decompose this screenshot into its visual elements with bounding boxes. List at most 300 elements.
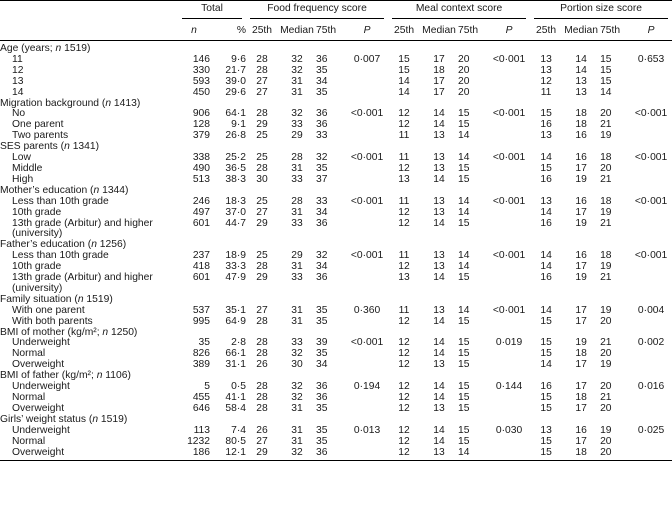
table-cell: 25·2 [225, 152, 246, 164]
table-cell: 17 [575, 435, 587, 447]
table-cell [488, 164, 530, 175]
table-cell: 29 [256, 272, 268, 284]
table-cell: 14 [458, 250, 470, 262]
table-cell: <0·001 [350, 195, 384, 207]
table-cell: 20 [458, 64, 470, 76]
table-cell: 26 [256, 359, 268, 371]
table-cell: 38·3 [225, 173, 246, 185]
table-cell: 14 [540, 359, 552, 371]
table-cell: 64·9 [225, 315, 246, 327]
table-row [0, 306, 672, 317]
table-cell: 15 [458, 359, 470, 371]
table-cell: 14 [433, 381, 445, 393]
table-cell: 12 [398, 261, 410, 273]
table-cell: 32 [291, 392, 303, 403]
table-cell: 33 [316, 195, 328, 207]
table-cell: 29·6 [225, 86, 246, 98]
table-cell: 15 [540, 337, 552, 349]
table-cell: 15 [458, 162, 470, 174]
table-cell: 31 [291, 261, 303, 273]
table-group-row [0, 415, 672, 426]
table-cell: 19 [600, 424, 612, 436]
table-cell: 36 [316, 53, 328, 65]
table-cell [346, 131, 388, 142]
row-label: Normal [12, 435, 46, 447]
table-row [0, 153, 672, 164]
table-cell: 12 [398, 348, 410, 360]
table-cell: 9·6 [231, 53, 246, 65]
table-cell: 32 [291, 348, 303, 360]
table-cell [488, 131, 530, 142]
table-cell: 15 [458, 119, 470, 131]
table-cell: 17 [575, 381, 587, 393]
table-cell: 37 [316, 173, 328, 185]
row-label: Normal [12, 392, 46, 403]
table-cell [488, 66, 530, 77]
table-cell: 537 [192, 304, 210, 316]
table-cell: 20 [458, 86, 470, 98]
table-cell: 20 [600, 315, 612, 327]
table-row [0, 251, 672, 262]
table-cell: <0·001 [492, 108, 526, 120]
table-cell: 20 [600, 448, 630, 461]
group-label: SES parents (n 1341) [0, 141, 100, 153]
table-row [0, 88, 672, 99]
table-cell: 36 [316, 108, 328, 120]
table-cell [630, 219, 672, 241]
header-blank-sub [0, 22, 178, 41]
table-cell: 14 [433, 435, 445, 447]
table-cell: 17 [433, 53, 445, 65]
table-cell: 25 [256, 250, 268, 262]
table-cell: 13 [433, 261, 445, 273]
table-cell [488, 360, 530, 371]
table-cell: 32 [278, 448, 316, 461]
table-cell: 20 [600, 108, 612, 120]
table-cell: 15 [600, 75, 612, 87]
table-cell [488, 262, 530, 273]
table-cell: 36 [316, 381, 328, 393]
table-cell [630, 208, 672, 219]
table-cell: 66·1 [225, 348, 246, 360]
table-cell: 14 [433, 119, 445, 131]
table-cell: 14 [540, 152, 552, 164]
table-cell: 14 [458, 130, 470, 142]
table-cell: 34 [316, 359, 328, 371]
table-cell: 15 [458, 435, 470, 447]
table-cell: 14 [398, 75, 410, 87]
table-cell [630, 437, 672, 448]
table-cell: 11 [398, 304, 410, 316]
table-cell: 12 [398, 402, 410, 414]
table-cell: 27 [256, 304, 268, 316]
table-cell [488, 448, 530, 461]
table-row [0, 426, 672, 437]
table-cell: 995 [192, 315, 210, 327]
table-row [0, 55, 672, 66]
table-cell: 32 [316, 250, 328, 262]
table-cell: 0·653 [637, 53, 665, 65]
table-row [0, 208, 672, 219]
row-label: 12 [12, 64, 24, 76]
table-cell: 17 [433, 86, 445, 98]
col-header-ps-median: Median [562, 22, 600, 41]
table-cell: 490 [192, 162, 210, 174]
table-cell: 13 [540, 130, 552, 142]
table-cell: 17 [575, 304, 587, 316]
table-cell: 35 [316, 315, 328, 327]
table-cell: 379 [192, 130, 210, 142]
table-cell: 13 [398, 173, 410, 185]
table-cell: 34 [316, 75, 328, 87]
header-group-row [0, 1, 672, 23]
table-group-row [0, 41, 672, 55]
table-cell: 19 [600, 261, 612, 273]
table-cell: 13 [433, 304, 445, 316]
table-cell: 14 [433, 392, 445, 403]
table-cell: 12 [398, 315, 410, 327]
row-label: Less than 10th grade [12, 195, 109, 207]
table-cell: 29 [256, 217, 268, 229]
table-cell: 15 [600, 53, 612, 65]
table-row [0, 437, 672, 448]
table-cell: 12·1 [210, 448, 246, 461]
table-cell: <0·001 [350, 250, 384, 262]
table-cell: 26 [256, 424, 268, 436]
header-sub-row [0, 22, 672, 41]
table-cell: 14 [575, 64, 587, 76]
table-row [0, 393, 672, 404]
table-cell: 27 [256, 86, 268, 98]
table-cell: 28 [256, 402, 268, 414]
table-cell [346, 77, 388, 88]
table-cell: 11 [398, 130, 410, 142]
table-cell: 27 [256, 435, 268, 447]
table-cell: 7·4 [231, 424, 246, 436]
table-cell: 15 [600, 64, 612, 76]
table-cell: 35 [316, 348, 328, 360]
table-cell: 25 [256, 195, 268, 207]
header-group-total: Total [178, 1, 246, 23]
table-cell: 17 [433, 75, 445, 87]
table-cell: 14 [458, 206, 470, 218]
table-cell: 15 [540, 348, 552, 360]
row-label: Underweight [12, 381, 70, 393]
table-cell: <0·001 [350, 108, 384, 120]
row-label: Less than 10th grade [12, 250, 109, 262]
table-cell [630, 273, 672, 295]
table-cell: 0·007 [353, 53, 381, 65]
table-cell [346, 262, 388, 273]
table-cell: 28 [256, 53, 268, 65]
table-cell: 18 [575, 392, 587, 403]
row-label: 13th grade (Arbitur) and higher (university) [12, 272, 153, 294]
table-cell: 32 [316, 152, 328, 164]
row-label: Normal [12, 348, 46, 360]
table-cell: 44·7 [225, 217, 246, 229]
table-cell: 455 [192, 392, 210, 403]
table-cell: 15 [458, 424, 470, 436]
table-cell [488, 120, 530, 131]
table-cell: 21 [600, 119, 612, 131]
table-cell: 12 [398, 162, 410, 174]
table-cell: 35 [316, 64, 328, 76]
table-cell: 15 [458, 381, 470, 393]
table-cell: 13 [575, 75, 587, 87]
table-cell [630, 131, 672, 142]
table-group-row [0, 142, 672, 153]
table-cell: 33 [316, 130, 328, 142]
table-cell: 33 [291, 119, 303, 131]
table-cell: 246 [192, 195, 210, 207]
table-cell: 15 [458, 272, 470, 284]
table-cell: <0·001 [634, 250, 668, 262]
table-cell: 28 [256, 337, 268, 349]
table-cell: 12 [398, 119, 410, 131]
table-cell: 14 [458, 195, 470, 207]
table-cell: <0·001 [350, 152, 384, 164]
table-cell [346, 349, 388, 360]
table-cell: 28 [256, 381, 268, 393]
row-label: Overweight [12, 359, 65, 371]
table-cell: 33·3 [225, 261, 246, 273]
row-label: High [12, 173, 34, 185]
table-cell: 64·1 [225, 108, 246, 120]
table-cell: 18 [575, 119, 587, 131]
table-cell: 20 [458, 75, 470, 87]
table-cell: 12 [398, 381, 410, 393]
table-cell: 18 [600, 152, 612, 164]
row-label: Middle [12, 162, 43, 174]
table-cell: 13 [398, 272, 410, 284]
table-cell: 41·1 [225, 392, 246, 403]
table-cell: <0·001 [492, 53, 526, 65]
table-cell: 12 [398, 435, 410, 447]
col-header-mc-median: Median [420, 22, 458, 41]
table-group-row [0, 99, 672, 110]
table-cell: <0·001 [492, 195, 526, 207]
col-header-mc-75th: 75th [458, 22, 488, 41]
table-cell: 28 [291, 195, 303, 207]
table-cell [346, 88, 388, 99]
table-cell: 0·360 [353, 304, 381, 316]
col-header-mc-p: P [488, 22, 530, 41]
table-cell: 146 [192, 53, 210, 65]
table-cell: 39 [316, 337, 328, 349]
table-cell: 16 [575, 250, 587, 262]
col-header-mc-25th: 25th [388, 22, 420, 41]
table-cell: 12 [398, 108, 410, 120]
table-row [0, 219, 672, 241]
table-cell: 17 [575, 359, 587, 371]
row-label: Underweight [12, 337, 70, 349]
table-cell: 34 [316, 261, 328, 273]
table-cell: 29 [256, 119, 268, 131]
table-cell: 13 [433, 359, 445, 371]
table-cell [346, 273, 388, 295]
table-row [0, 197, 672, 208]
col-header-ps-p: P [630, 22, 672, 41]
table-cell: 17 [575, 162, 587, 174]
table-cell: 5 [204, 381, 210, 393]
table-cell: 31 [291, 424, 303, 436]
table-cell: 17 [575, 261, 587, 273]
col-header-ff-75th: 75th [316, 22, 346, 41]
table-cell: 20 [600, 348, 612, 360]
table-cell: 14 [433, 424, 445, 436]
group-label: Family situation (n 1519) [0, 293, 113, 305]
table-cell [346, 66, 388, 77]
row-label: 10th grade [12, 206, 62, 218]
table-cell: 13 [433, 130, 445, 142]
table-cell: 593 [192, 75, 210, 87]
table-cell: 0·025 [637, 424, 665, 436]
table-cell: 12 [540, 75, 552, 87]
table-cell: 14 [458, 304, 470, 316]
table-cell: 389 [192, 359, 210, 371]
table-cell: 14 [540, 304, 552, 316]
table-cell: 20 [600, 402, 612, 414]
table-cell [630, 175, 672, 186]
table-row [0, 109, 672, 120]
table-cell: 15 [540, 435, 552, 447]
table-cell: 12 [398, 424, 410, 436]
table-cell: 13 [433, 152, 445, 164]
table-cell: <0·001 [350, 337, 384, 349]
table-cell: 29 [291, 130, 303, 142]
table-cell: 16 [540, 173, 552, 185]
table-cell: 28 [256, 392, 268, 403]
table-cell: 15 [458, 348, 470, 360]
table-cell: 1232 [187, 435, 210, 447]
table-row [0, 317, 672, 328]
table-row [0, 120, 672, 131]
col-header-percent: % [210, 22, 246, 41]
table-cell: 31 [291, 75, 303, 87]
table-cell: 12 [398, 359, 410, 371]
table-cell: 15 [458, 337, 470, 349]
table-cell: 13 [575, 86, 587, 98]
table-cell: 21 [600, 272, 612, 284]
table-cell: 39·0 [225, 75, 246, 87]
table-cell [488, 393, 530, 404]
table-cell: 28 [291, 152, 303, 164]
table-cell: 12 [398, 217, 410, 229]
table-cell: 17 [575, 315, 587, 327]
table-cell: 13 [433, 402, 445, 414]
table-cell [488, 437, 530, 448]
row-label: 11 [12, 53, 23, 65]
table-cell: 15 [530, 448, 562, 461]
table-cell [488, 349, 530, 360]
table-cell: 14 [540, 206, 552, 218]
table-cell: 12 [398, 392, 410, 403]
table-cell: <0·001 [492, 152, 526, 164]
table-cell: 601 [192, 217, 210, 229]
table-cell: 47·9 [225, 272, 246, 284]
table-cell: 27 [256, 75, 268, 87]
table-cell [630, 66, 672, 77]
table-cell: 32 [291, 53, 303, 65]
table-cell: 35 [316, 304, 328, 316]
table-cell: 338 [192, 152, 210, 164]
table-cell [630, 360, 672, 371]
table-cell [488, 208, 530, 219]
table-cell: 31 [291, 206, 303, 218]
table-cell [346, 317, 388, 328]
table-cell: 15 [458, 392, 470, 403]
table-cell: 12 [398, 206, 410, 218]
table-cell: 0·144 [495, 381, 523, 393]
table-cell [488, 317, 530, 328]
table-cell: 28 [256, 315, 268, 327]
table-cell: 15 [540, 162, 552, 174]
table-group-row [0, 295, 672, 306]
table-cell: 31 [291, 304, 303, 316]
table-cell: 18·9 [225, 250, 246, 262]
table-cell: 25 [256, 130, 268, 142]
table-cell: 13 [420, 448, 458, 461]
table-cell: 58·4 [225, 402, 246, 414]
table-cell: 646 [192, 402, 210, 414]
table-cell: 36 [316, 119, 328, 131]
table-cell: 36 [316, 217, 328, 229]
table-cell: 31 [291, 435, 303, 447]
table-cell: 11 [540, 86, 552, 98]
table-cell [488, 404, 530, 415]
table-cell: 21 [600, 392, 612, 403]
table-cell: 25 [256, 152, 268, 164]
table-cell: 26·8 [225, 130, 246, 142]
table-cell: 19 [600, 304, 612, 316]
table-cell: 31·1 [225, 359, 246, 371]
table-cell: 13 [433, 250, 445, 262]
table-cell: 13 [540, 64, 552, 76]
table-cell: 33 [291, 217, 303, 229]
group-label: Age (years; n 1519) [0, 43, 91, 54]
table-cell: 14 [575, 53, 587, 65]
table-cell: 450 [192, 86, 210, 98]
table-row [0, 131, 672, 142]
table-row [0, 164, 672, 175]
table-cell: 21 [600, 217, 612, 229]
col-header-ff-25th: 25th [246, 22, 278, 41]
row-label: One parent [12, 119, 64, 131]
table-cell: 12 [398, 337, 410, 349]
table-cell: 14 [433, 337, 445, 349]
table-cell: 35 [316, 424, 328, 436]
table-cell: 18 [575, 108, 587, 120]
table-cell [630, 393, 672, 404]
table-cell: 21·7 [225, 64, 246, 76]
table-cell: 0·194 [353, 381, 381, 393]
table-cell: 2·8 [231, 337, 246, 349]
table-cell: 14 [433, 173, 445, 185]
table-cell: 11 [398, 250, 410, 262]
table-cell: 16 [575, 130, 587, 142]
table-cell: 19 [600, 130, 612, 142]
table-cell: 16 [540, 272, 552, 284]
table-cell [630, 164, 672, 175]
table-cell [346, 360, 388, 371]
table-cell: 13 [540, 53, 552, 65]
table-cell [488, 88, 530, 99]
table-cell [630, 317, 672, 328]
table-cell: 20 [458, 53, 470, 65]
table-cell: 30 [256, 173, 268, 185]
table-cell: 237 [192, 250, 210, 262]
table-cell: 0·004 [637, 304, 665, 316]
